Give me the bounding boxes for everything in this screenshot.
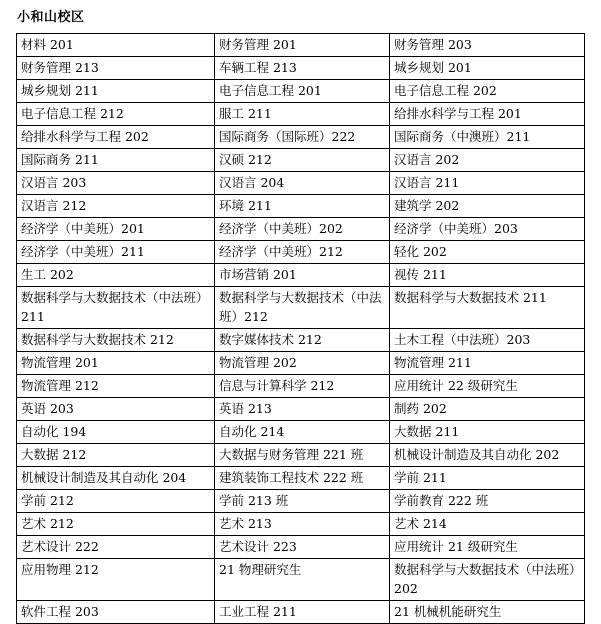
class-cell: 艺术设计 222 (17, 536, 215, 559)
campus-title: 小和山校区 (17, 10, 85, 25)
class-cell: 英语 213 (215, 398, 390, 421)
class-cell: 汉硕 212 (215, 149, 390, 172)
table-row (17, 195, 585, 218)
table-row (17, 264, 585, 287)
table-row (17, 126, 585, 149)
table-row (17, 80, 585, 103)
table-row (17, 352, 585, 375)
class-cell: 数据科学与大数据技术（中法班）211 (17, 287, 215, 329)
class-cell: 财务管理 213 (17, 57, 215, 80)
class-cell: 城乡规划 201 (390, 57, 585, 80)
class-cell: 数字媒体技术 212 (215, 329, 390, 352)
class-cell: 工业工程 211 (215, 601, 390, 624)
class-cell: 英语 203 (17, 398, 215, 421)
class-cell: 电子信息工程 202 (390, 80, 585, 103)
class-cell: 学前教育 222 班 (390, 490, 585, 513)
class-cell: 财务管理 201 (215, 34, 390, 57)
class-table (16, 33, 585, 624)
class-cell: 制药 202 (390, 398, 585, 421)
table-row (17, 34, 585, 57)
class-cell: 车辆工程 213 (215, 57, 390, 80)
class-cell: 给排水科学与工程 202 (17, 126, 215, 149)
class-cell: 材料 201 (17, 34, 215, 57)
class-cell: 大数据 212 (17, 444, 215, 467)
table-row (17, 241, 585, 264)
class-cell: 汉语言 212 (17, 195, 215, 218)
class-cell: 建筑学 202 (390, 195, 585, 218)
class-cell: 机械设计制造及其自动化 202 (390, 444, 585, 467)
table-row (17, 444, 585, 467)
class-cell: 应用统计 21 级研究生 (390, 536, 585, 559)
class-cell: 市场营销 201 (215, 264, 390, 287)
table-row (17, 329, 585, 352)
table-row (17, 287, 585, 329)
table-row (17, 218, 585, 241)
table-row (17, 398, 585, 421)
class-cell: 汉语言 211 (390, 172, 585, 195)
class-cell: 艺术设计 223 (215, 536, 390, 559)
class-cell: 国际商务（国际班）222 (215, 126, 390, 149)
table-row (17, 601, 585, 624)
class-cell: 数据科学与大数据技术（中法班）212 (215, 287, 390, 329)
class-cell: 学前 213 班 (215, 490, 390, 513)
class-cell: 自动化 194 (17, 421, 215, 444)
class-cell: 经济学（中美班）203 (390, 218, 585, 241)
class-cell: 经济学（中美班）212 (215, 241, 390, 264)
class-cell: 应用统计 22 级研究生 (390, 375, 585, 398)
class-cell: 电子信息工程 212 (17, 103, 215, 126)
class-cell: 大数据 211 (390, 421, 585, 444)
class-cell: 学前 212 (17, 490, 215, 513)
class-cell: 经济学（中美班）201 (17, 218, 215, 241)
table-row (17, 172, 585, 195)
class-cell: 艺术 213 (215, 513, 390, 536)
table-row (17, 57, 585, 80)
class-cell: 土木工程（中法班）203 (390, 329, 585, 352)
table-row (17, 490, 585, 513)
class-cell: 城乡规划 211 (17, 80, 215, 103)
class-cell: 应用物理 212 (17, 559, 215, 601)
class-cell: 轻化 202 (390, 241, 585, 264)
class-cell: 机械设计制造及其自动化 204 (17, 467, 215, 490)
class-cell: 21 物理研究生 (215, 559, 390, 601)
class-cell: 物流管理 201 (17, 352, 215, 375)
table-row (17, 103, 585, 126)
table-row (17, 536, 585, 559)
table-row (17, 513, 585, 536)
class-cell: 汉语言 204 (215, 172, 390, 195)
class-cell: 给排水科学与工程 201 (390, 103, 585, 126)
class-cell: 数据科学与大数据技术 211 (390, 287, 585, 329)
class-cell: 大数据与财务管理 221 班 (215, 444, 390, 467)
class-cell: 服工 211 (215, 103, 390, 126)
class-cell: 环境 211 (215, 195, 390, 218)
class-cell: 数据科学与大数据技术 212 (17, 329, 215, 352)
class-cell: 学前 211 (390, 467, 585, 490)
table-row (17, 467, 585, 490)
class-cell: 21 机械机能研究生 (390, 601, 585, 624)
class-cell: 视传 211 (390, 264, 585, 287)
class-cell: 电子信息工程 201 (215, 80, 390, 103)
class-cell: 经济学（中美班）211 (17, 241, 215, 264)
table-row (17, 421, 585, 444)
class-cell: 软件工程 203 (17, 601, 215, 624)
class-cell: 物流管理 211 (390, 352, 585, 375)
class-cell: 物流管理 212 (17, 375, 215, 398)
class-cell: 建筑装饰工程技术 222 班 (215, 467, 390, 490)
class-cell: 艺术 212 (17, 513, 215, 536)
class-cell: 汉语言 203 (17, 172, 215, 195)
class-cell: 汉语言 202 (390, 149, 585, 172)
table-row (17, 559, 585, 601)
class-cell: 信息与计算科学 212 (215, 375, 390, 398)
class-cell: 国际商务 211 (17, 149, 215, 172)
class-cell: 物流管理 202 (215, 352, 390, 375)
class-cell: 经济学（中美班）202 (215, 218, 390, 241)
class-cell: 数据科学与大数据技术（中法班）202 (390, 559, 585, 601)
class-cell: 艺术 214 (390, 513, 585, 536)
table-row (17, 375, 585, 398)
class-cell: 自动化 214 (215, 421, 390, 444)
class-cell: 生工 202 (17, 264, 215, 287)
class-cell: 财务管理 203 (390, 34, 585, 57)
table-row (17, 149, 585, 172)
class-cell: 国际商务（中澳班）211 (390, 126, 585, 149)
class-table-body (17, 34, 585, 624)
